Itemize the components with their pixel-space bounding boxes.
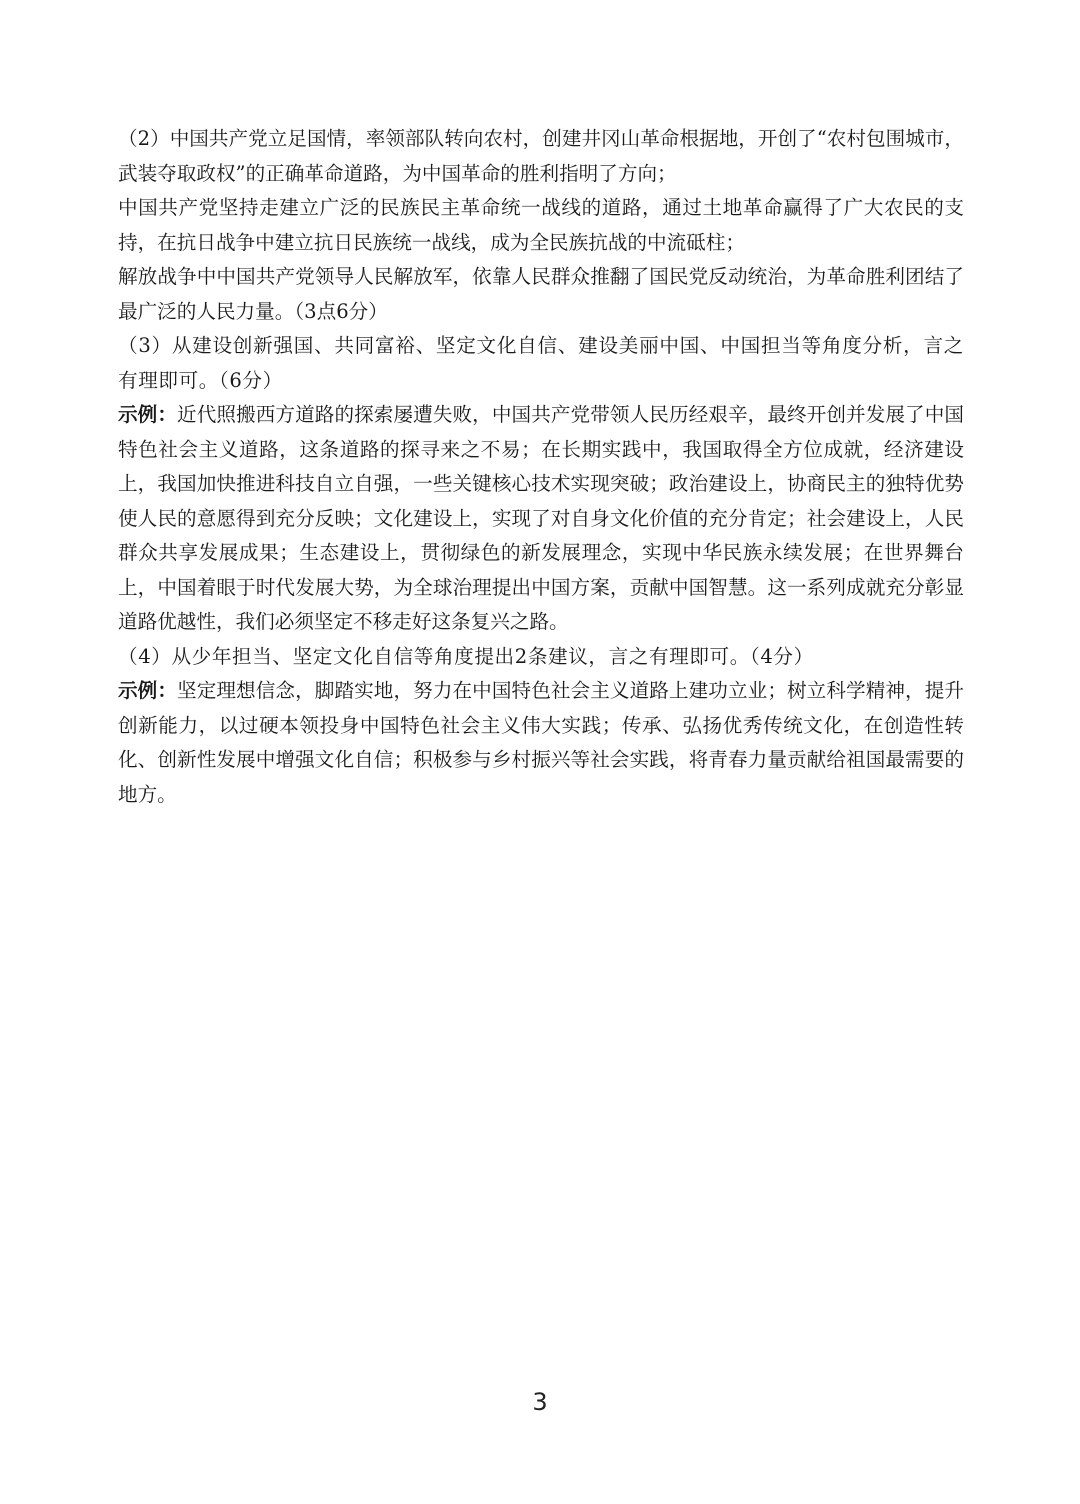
paragraph-q4-example [118,674,964,812]
paragraph-text: 坚定理想信念，脚踏实地，努力在中国特色社会主义道路上建功立业；树立科学精神，提升创新能力，以过硬本领投身中国特色社会主义伟大实践；传承、弘扬优秀传统文化，在创造性转化、创新性发展中增强文化自信；积极参与乡村振兴等社会实践，将青春力量贡献给祖国最需要的地方。 [118,679,965,806]
paragraph-q3-criteria [118,329,964,398]
paragraph-q2-part3 [118,260,964,329]
paragraph-text: 中国共产党坚持走建立广泛的民族民主革命统一战线的道路，通过土地革命赢得了广大农民的支持，在抗日战争中建立抗日民族统一战线，成为全民族抗战的中流砥柱； [118,196,964,254]
paragraph-text: 近代照搬西方道路的探索屡遭失败，中国共产党带领人民历经艰辛，最终开创并发展了中国特色社会主义道路，这条道路的探寻来之不易；在长期实践中，我国取得全方位成就，经济建设上，我国加快推进科技自立自强，一些关键核心技术实现突破；政治建设上，协商民主的独特优势使人民的意愿得到充分反映；文化建设上，实现了对自身文化价值的充分肯定；社会建设上，人民群众共享发展成果；生态建设上，贯彻绿色的新发展理念，实现中华民族永续发展；在世界舞台上，中国着眼于时代发展大势，为全球治理提出中国方案，贡献中国智慧。这一系列成就充分彰显道路优越性，我们必须坚定不移走好这条复兴之路。 [118,403,965,633]
paragraph-q4-criteria [118,640,964,675]
paragraph-text: （2）中国共产党立足国情，率领部队转向农村，创建井冈山革命根据地，开创了“农村包围城市，武装夺取政权”的正确革命道路，为中国革命的胜利指明了方向； [118,127,964,185]
paragraph-q2-part2 [118,191,964,260]
paragraph-text: （3）从建设创新强国、共同富裕、坚定文化自信、建设美丽中国、中国担当等角度分析，言之有理即可。（6分） [118,334,964,392]
paragraph-q3-example [118,398,964,640]
page-number: 3 [532,1388,548,1416]
paragraph-text: 解放战争中中国共产党领导人民解放军，依靠人民群众推翻了国民党反动统治，为革命胜利团结了最广泛的人民力量。（3点6分） [118,265,964,323]
example-label: 示例： [118,403,178,426]
answer-content [118,122,964,812]
paragraph-text: （4）从少年担当、坚定文化自信等角度提出2条建议，言之有理即可。（4分） [118,644,814,668]
paragraph-q2-part1 [118,122,964,191]
example-label: 示例： [118,679,178,702]
